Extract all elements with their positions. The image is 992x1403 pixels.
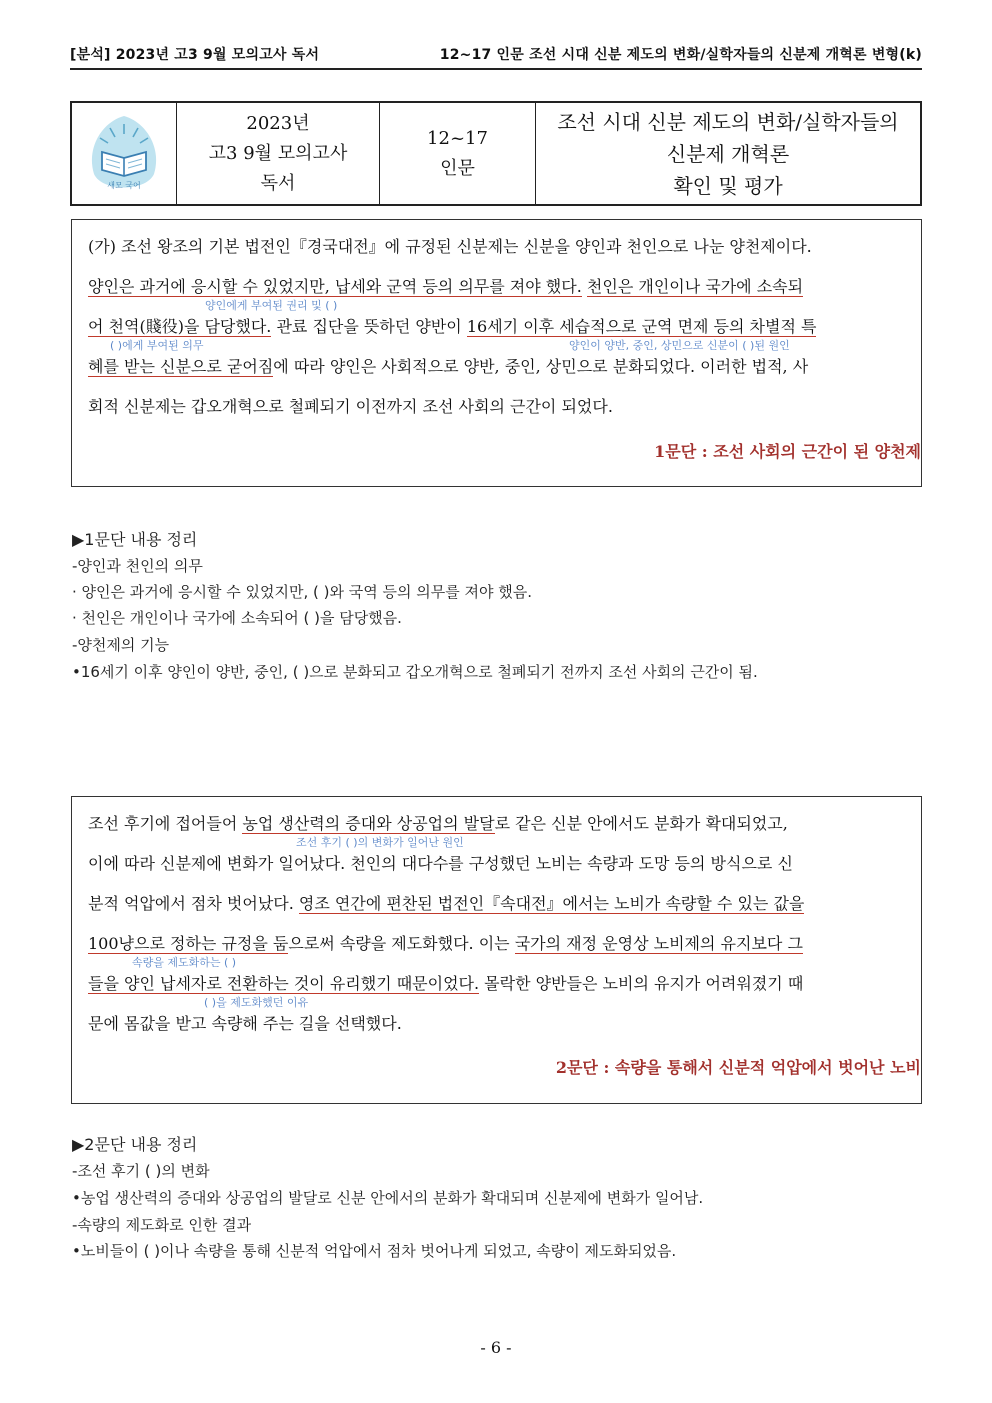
exam-subject: 독서: [260, 172, 296, 194]
section2-line-1: -조선 후기 ( )의 변화: [72, 1162, 210, 1180]
passage1-line-2: [88, 274, 803, 297]
section1-heading: ▶1문단 내용 정리: [72, 530, 198, 549]
underline-16c: 16세기 이후 세습적으로 군역 면제 등의 차별적 특: [466, 317, 817, 336]
annotation-reason: ( )을 제도화했던 이유: [204, 996, 309, 1009]
annotation-rights: 양인에게 부여된 권리 및 ( ): [205, 299, 338, 312]
book-logo-icon: [84, 112, 164, 196]
paragraph1-summary: 1문단 : 조선 사회의 근간이 된 양천제: [654, 442, 921, 461]
passage-box-2: [71, 796, 922, 1104]
title-line-3: 확인 및 평가: [673, 173, 783, 198]
underline-sokdaejeon: 영조 연간에 편찬된 법전인『속대전』에서는 노비가 속량할 수 있는 값을: [298, 894, 805, 913]
annotation-duty: ( )에게 부여된 의무: [110, 339, 204, 352]
title-line-2: 신분제 개혁론: [666, 141, 790, 166]
passage2-line-4: 100냥으로 정하는 규정을 둠으로써 속량을 제도화했다. 이는 국가의 재정 운영상 노비제의 유지보다 그: [88, 934, 803, 953]
section1-line-4: -양천제의 기능: [72, 636, 170, 654]
annotation-change-cause: 조선 후기 ( )의 변화가 일어난 원인: [296, 836, 464, 849]
paragraph2-summary: 2문단 : 속량을 통해서 신분적 억압에서 벗어난 노비: [555, 1058, 921, 1077]
section1-line-1: -양인과 천인의 의무: [72, 557, 203, 575]
section1-line-2: · 양인은 과거에 응시할 수 있었지만, ( )와 국역 등의 의무를 져야 했음.: [72, 583, 532, 601]
underline-taxpayer: 들을 양인 납세자로 전환하는 것이 유리했기 때문이었다.: [88, 974, 480, 993]
underline-100nyang: 100냥으로 정하는 규정을 둠: [88, 934, 289, 953]
underline-finance: 국가의 재정 운영상 노비제의 유지보다 그: [514, 934, 803, 953]
passage1-line-1: (가) 조선 왕조의 기본 법전인『경국대전』에 규정된 신분제는 신분을 양인과 천인으로 나눈 양천제이다.: [88, 237, 812, 256]
passage1-line-3: 어 천역(賤役)을 담당했다. 관료 집단을 뜻하던 양반이 16세기 이후 세습적으로 군역 면제 등의 차별적 특: [88, 317, 817, 336]
annotation-division: 양인이 양반, 중인, 상민으로 신분이 ( )된 원인: [569, 339, 790, 352]
passage2-line-2: 이에 따라 신분제에 변화가 일어났다. 천인의 대다수를 구성했던 노비는 속량과 도망 등의 방식으로 신: [88, 854, 793, 873]
passage2-line-3: 분적 억압에서 점차 벗어났다. 영조 연간에 편찬된 법전인『속대전』에서는 노비가 속량할 수 있는 값을: [88, 894, 805, 913]
question-range: 12~17: [427, 127, 488, 149]
section2-line-2: •농업 생산력의 증대와 상공업의 발달로 신분 안에서의 분화가 확대되며 신분제에 변화가 일어남.: [72, 1189, 704, 1207]
page-number: - 6 -: [480, 1338, 512, 1357]
section2-line-4: •노비들이 ( )이나 속량을 통해 신분적 억압에서 점차 벗어나게 되었고, 속량이 제도화되었음.: [72, 1242, 677, 1260]
underline-cheonin: 천인은 개인이나 국가에 소속되: [586, 277, 804, 296]
passage2-line-6: 문에 몸값을 받고 속량해 주는 길을 선택했다.: [88, 1014, 402, 1033]
exam-year: 2023년: [246, 112, 310, 134]
header-left: [분석] 2023년 고3 9월 모의고사 독서: [70, 47, 320, 63]
underline-cheonyeok: 어 천역(賤役)을 담당했다.: [88, 317, 272, 336]
title-table: [70, 101, 922, 206]
title-cell: [535, 103, 920, 204]
underline-rights-duties: 양인은 과거에 응시할 수 있었지만, 납세와 군역 등의 의무를 져야 했다.: [88, 277, 582, 296]
section2-line-3: -속량의 제도화로 인한 결과: [72, 1216, 252, 1234]
section1-line-5: •16세기 이후 양인이 양반, 중인, ( )으로 분화되고 갑오개혁으로 철폐되기 전까지 조선 사회의 근간이 됨.: [72, 663, 758, 681]
passage2-line-5: 들을 양인 납세자로 전환하는 것이 유리했기 때문이었다. 몰락한 양반들은 노비의 유지가 어려워졌기 때: [88, 974, 804, 993]
passage-box-1: [71, 219, 922, 487]
exam-cell: [176, 103, 379, 204]
passage2-line-1: 조선 후기에 접어들어 농업 생산력의 증대와 상공업의 발달로 같은 신분 안에서도 분화가 확대되었고,: [88, 814, 788, 833]
header-right: 12~17 인문 조선 시대 신분 제도의 변화/실학자들의 신분제 개혁론 변형(k): [439, 47, 922, 63]
title-line-1: 조선 시대 신분 제도의 변화/실학자들의: [557, 109, 899, 134]
section1-line-3: · 천인은 개인이나 국가에 소속되어 ( )을 담당했음.: [72, 609, 402, 627]
passage1-line-4: 혜를 받는 신분으로 굳어짐에 따라 양인은 사회적으로 양반, 중인, 상민으로 분화되었다. 이러한 법적, 사: [88, 357, 809, 376]
header-rule: [70, 68, 922, 70]
logo-text: 새모 국어: [107, 180, 141, 190]
range-cell: [379, 103, 535, 204]
underline-productivity: 농업 생산력의 증대와 상공업의 발달: [242, 814, 495, 833]
logo: [72, 103, 176, 204]
underline-privilege: 혜를 받는 신분으로 굳어짐: [88, 357, 274, 376]
passage-field: 인문: [440, 157, 475, 179]
passage1-line-5: 회적 신분제는 갑오개혁으로 철폐되기 이전까지 조선 사회의 근간이 되었다.: [88, 397, 613, 416]
annotation-institution: 속량을 제도화하는 ( ): [132, 956, 237, 969]
section2-heading: ▶2문단 내용 정리: [72, 1135, 198, 1154]
exam-name: 고3 9월 모의고사: [208, 142, 348, 164]
